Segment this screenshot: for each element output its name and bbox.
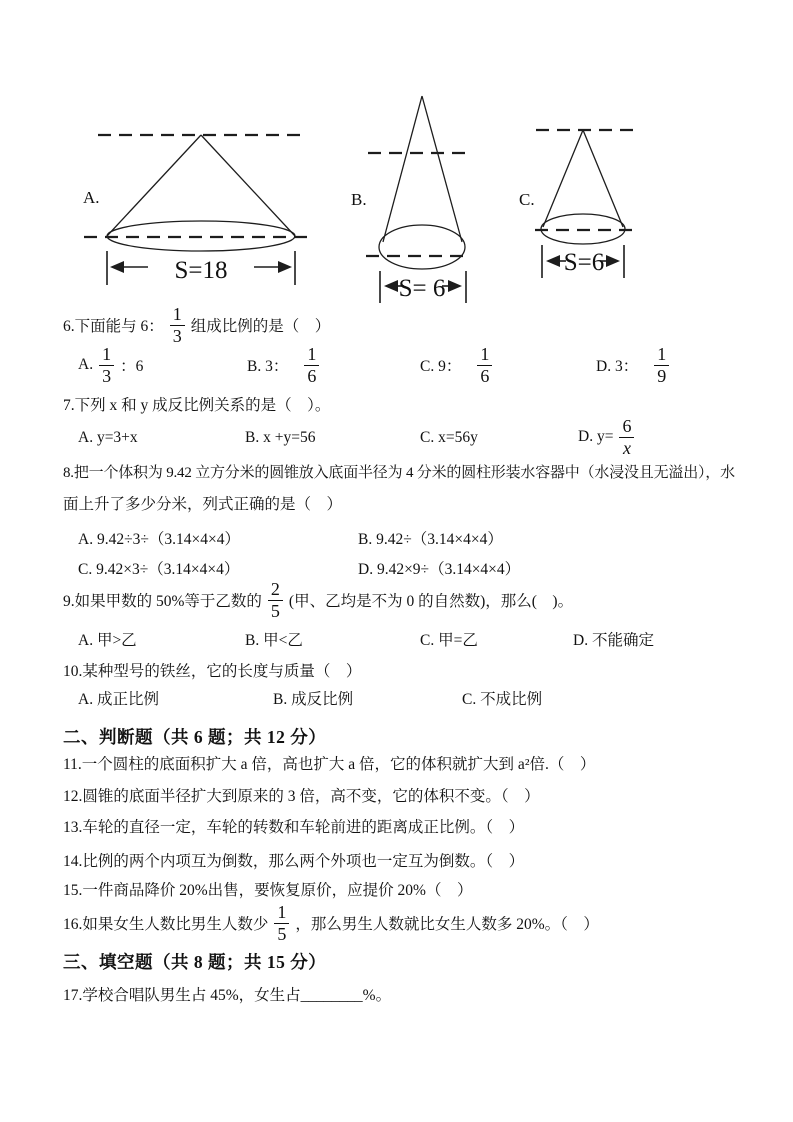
cone-c-measure: S=6 — [563, 249, 605, 276]
question-7: 7.下列 x 和 y 成反比例关系的是（ ）。 — [63, 397, 331, 414]
q8-option-c: C. 9.42×3÷（3.14×4×4） — [78, 561, 240, 578]
q6-option-a-label: A. — [78, 356, 94, 373]
q10-option-b: B. 成反比例 — [273, 691, 354, 708]
section-fill-heading: 三、填空题（共 8 题；共 15 分） — [63, 952, 327, 972]
q16-fraction — [274, 902, 289, 943]
q16-text-post: ，那么男生人数就比女生人数多 20%。（ ） — [295, 916, 599, 933]
q6-fraction — [170, 304, 185, 345]
q6-option-d-den: 9 — [654, 365, 669, 386]
cone-a — [83, 135, 313, 285]
q9-fraction — [268, 579, 283, 620]
cone-b-label: B. — [351, 190, 367, 209]
q7-option-d — [578, 415, 640, 459]
question-10: 10.某种型号的铁丝，它的长度与质量（ ） — [63, 663, 362, 680]
q7-option-d-num: 6 — [622, 416, 632, 437]
question-6 — [63, 303, 330, 347]
q7-option-b: B. x +y=56 — [245, 429, 316, 446]
q7-option-d-den: x — [619, 437, 634, 458]
cone-c — [519, 130, 636, 278]
q6-option-d-num: 1 — [657, 344, 667, 365]
q8-option-b: B. 9.42÷（3.14×4×4） — [358, 531, 503, 548]
q6-option-b — [247, 343, 325, 387]
cone-c-label: C. — [519, 190, 535, 209]
q9-frac-den: 5 — [268, 600, 283, 621]
q16-text-pre: 16.如果女生人数比男生人数少 — [63, 916, 269, 933]
question-11: 11.一个圆柱的底面积扩大 a 倍，高也扩大 a 倍，它的体积就扩大到 a²倍.（ ） — [63, 756, 596, 773]
q7-option-a: A. y=3+x — [78, 429, 138, 446]
q6-option-c-num: 1 — [480, 344, 490, 365]
q7-option-d-fraction — [619, 416, 634, 457]
q6-option-a-post: ：6 — [120, 358, 144, 375]
q7-option-d-label: D. y= — [578, 428, 614, 445]
q6-option-a-num: 1 — [102, 344, 112, 365]
q6-option-a-fraction — [99, 344, 114, 385]
q6-option-c — [420, 343, 498, 387]
q10-option-a: A. 成正比例 — [78, 691, 159, 708]
q6-option-b-fraction — [304, 344, 319, 385]
question-9 — [63, 578, 573, 622]
cone-b-measure: S= 6 — [398, 275, 446, 302]
q16-frac-num: 1 — [277, 902, 287, 923]
q6-option-a-den: 3 — [99, 365, 114, 386]
q9-option-c: C. 甲=乙 — [420, 632, 478, 649]
q6-text-post: 组成比例的是（ ） — [190, 318, 331, 335]
q6-frac-num: 1 — [172, 304, 182, 325]
q6-option-b-label: B. 3： — [247, 358, 289, 375]
q8-option-d: D. 9.42×9÷（3.14×4×4） — [358, 561, 521, 578]
section-judge-heading: 二、判断题（共 6 题；共 12 分） — [63, 727, 327, 747]
q6-option-d — [596, 343, 675, 387]
q9-option-a: A. 甲>乙 — [78, 632, 137, 649]
q6-option-d-fraction — [654, 344, 669, 385]
question-14: 14.比例的两个内项互为倒数，那么两个外项也一定互为倒数。（ ） — [63, 853, 525, 870]
question-16 — [63, 901, 599, 945]
question-8-line2: 面上升了多少分米，列式正确的是（ ） — [63, 496, 343, 513]
q9-option-b: B. 甲<乙 — [245, 632, 303, 649]
cone-diagram — [0, 0, 793, 310]
q6-option-c-den: 6 — [477, 365, 492, 386]
cone-a-measure: S=18 — [174, 257, 228, 284]
question-12: 12.圆锥的底面半径扩大到原来的 3 倍，高不变，它的体积不变。（ ） — [63, 788, 540, 805]
q6-text-pre: 6.下面能与 6： — [63, 318, 164, 335]
q6-option-d-label: D. 3： — [596, 358, 639, 375]
q6-option-c-fraction — [477, 344, 492, 385]
q8-option-a: A. 9.42÷3÷（3.14×4×4） — [78, 531, 240, 548]
cone-a-label: A. — [83, 188, 100, 207]
question-8-line1: 8.把一个体积为 9.42 立方分米的圆锥放入底面半径为 4 分米的圆柱形装水容器中（水浸没且无溢出），水 — [63, 465, 735, 481]
q7-option-c: C. x=56y — [420, 429, 478, 446]
question-13: 13.车轮的直径一定，车轮的转数和车轮前进的距离成正比例。（ ） — [63, 819, 525, 836]
q9-text-pre: 9.如果甲数的 50%等于乙数的 — [63, 593, 262, 610]
cone-b — [351, 96, 470, 303]
q9-option-d: D. 不能确定 — [573, 632, 654, 649]
q9-frac-num: 2 — [270, 579, 280, 600]
q6-option-b-den: 6 — [304, 365, 319, 386]
q6-frac-den: 3 — [170, 325, 185, 346]
q16-frac-den: 5 — [274, 923, 289, 944]
question-17: 17.学校合唱队男生占 45%，女生占________%。 — [63, 987, 392, 1004]
q6-option-a — [78, 343, 143, 387]
q6-option-c-label: C. 9： — [420, 358, 462, 375]
q6-option-b-num: 1 — [307, 344, 317, 365]
q9-text-post: (甲、乙均是不为 0 的自然数)，那么( )。 — [288, 593, 574, 610]
question-15: 15.一件商品降价 20%出售，要恢复原价，应提价 20%（ ） — [63, 882, 473, 899]
q10-option-c: C. 不成比例 — [462, 691, 543, 708]
